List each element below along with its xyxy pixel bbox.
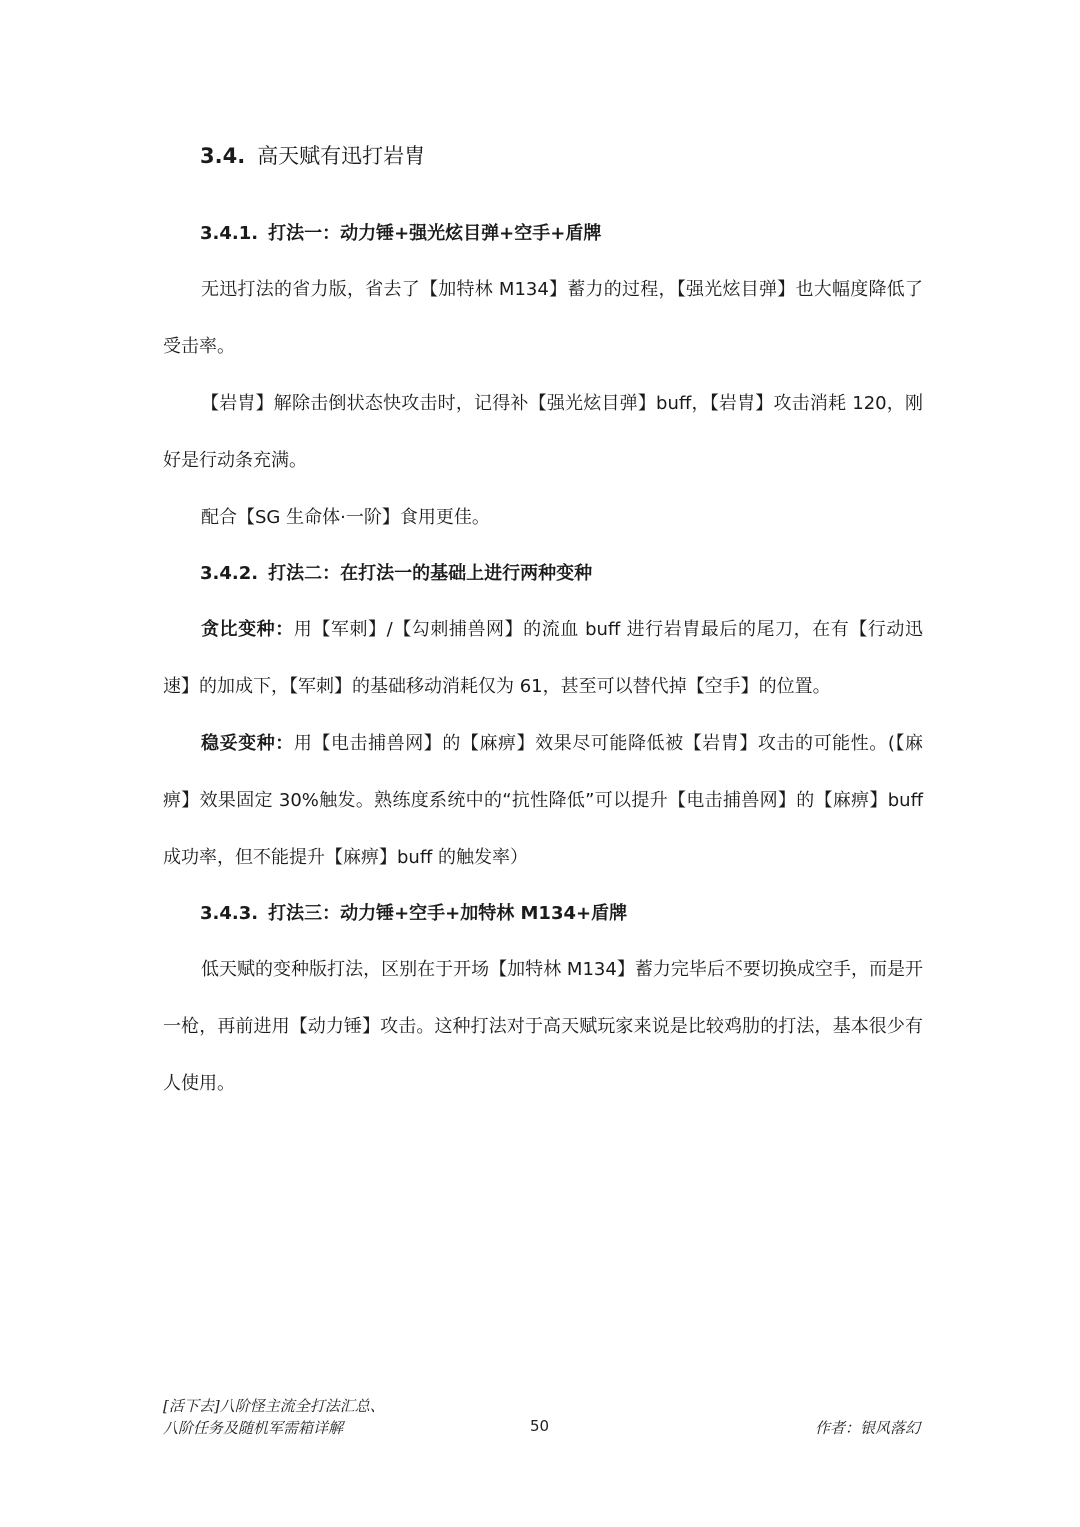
footer-doc-title [163, 1395, 385, 1439]
variant-text: 用【电击捕兽网】的【麻痹】效果尽可能降低被【岩胄】攻击的可能性。(【麻痹】效果固定 30%触发。熟练度系统中的“抗性降低”可以提升【电击捕兽网】的【麻痹】buff 成功率，但不能提升【麻痹】buff 的触发率） [163, 733, 923, 868]
paragraph: 无迅打法的省力版，省去了【加特林 M134】蓄力的过程，【强光炫目弹】也大幅度降低了受击率。 [163, 279, 923, 357]
section-title: 高天赋有迅打岩胄 [257, 144, 426, 168]
paragraph [163, 715, 923, 886]
paragraph [163, 601, 923, 715]
subsection-heading-3 [200, 899, 627, 925]
subsection-number: 3.4.3. [200, 903, 259, 924]
footer-author: 作者：银风落幻 [814, 1419, 920, 1437]
paragraph: 配合【SG 生命体·一阶】食用更佳。 [201, 507, 490, 528]
footer-doc-title-line: [活下去]八阶怪主流全打法汇总、 [163, 1397, 385, 1415]
variant-label: 稳妥变种： [201, 733, 294, 754]
subsection-title: 打法二：在打法一的基础上进行两种变种 [268, 563, 593, 584]
page-footer [0, 1395, 1080, 1445]
variant-label: 贪比变种： [201, 619, 294, 640]
subsection-number: 3.4.2. [200, 563, 259, 584]
page-number: 50 [530, 1417, 550, 1435]
section-heading [200, 140, 425, 170]
section-number: 3.4. [200, 144, 246, 168]
subsection-number: 3.4.1. [200, 223, 259, 244]
subsection-title: 打法三：动力锤+空手+加特林 M134+盾牌 [268, 903, 628, 924]
variant-text: 用【军刺】/【勾刺捕兽网】的流血 buff 进行岩胄最后的尾刀，在有【行动迅速】的加成下，【军刺】的基础移动消耗仅为 61，甚至可以替代掉【空手】的位置。 [163, 619, 923, 697]
subsection-heading-2 [200, 559, 592, 585]
subsection-heading-1 [200, 219, 601, 245]
footer-doc-title-line: 八阶任务及随机军需箱详解 [163, 1419, 344, 1437]
paragraph: 【岩胄】解除击倒状态快攻击时，记得补【强光炫目弹】buff，【岩胄】攻击消耗 120，刚好是行动条充满。 [163, 393, 923, 471]
paragraph: 低天赋的变种版打法，区别在于开场【加特林 M134】蓄力完毕后不要切换成空手，而是开一枪，再前进用【动力锤】攻击。这种打法对于高天赋玩家来说是比较鸡肋的打法，基本很少有人使用。 [163, 959, 923, 1094]
subsection-title: 打法一：动力锤+强光炫目弹+空手+盾牌 [268, 223, 602, 244]
